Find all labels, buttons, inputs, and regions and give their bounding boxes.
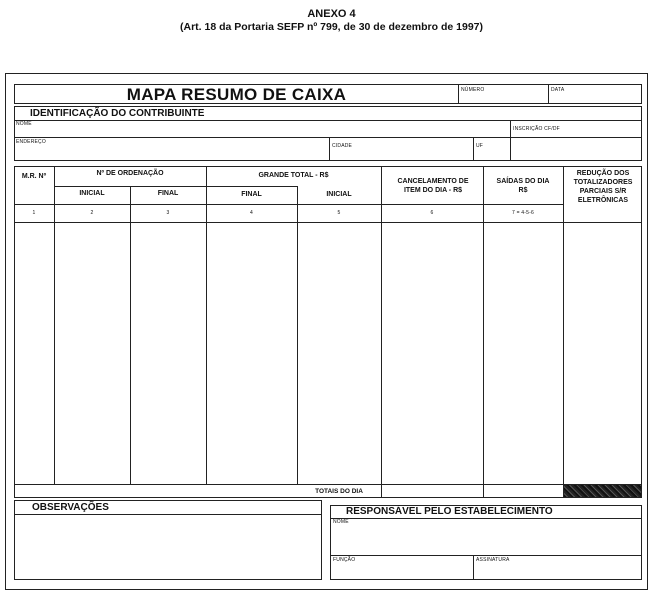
assinatura-field[interactable]: ASSINATURA <box>476 557 510 563</box>
inscricao-field[interactable]: INSCRIÇÃO CF/DF <box>513 126 560 132</box>
col-number-5: 5 <box>337 210 341 216</box>
col-number-1: 1 <box>32 210 36 216</box>
observacoes-heading: OBSERVAÇÕES <box>32 502 109 513</box>
numero-field[interactable]: NÚMERO <box>461 87 485 93</box>
col-mr-header: M.R. Nº <box>21 173 47 180</box>
cidade-field[interactable]: CIDADE <box>332 143 353 149</box>
totais-saidas-field[interactable] <box>484 485 562 497</box>
funcao-field[interactable]: FUNÇÃO <box>333 557 356 563</box>
annex-subtitle: (Art. 18 da Portaria SEFP nº 799, de 30 de dezembro de 1997) <box>179 21 483 33</box>
responsavel-nome-field[interactable]: NOME <box>333 519 349 525</box>
col-number-6: 6 <box>430 210 434 216</box>
col-ord-final-header: FINAL <box>157 190 179 197</box>
col-saidas-header: SAÍDAS DO DIA R$ <box>496 178 550 194</box>
col-gt-final-header: FINAL <box>241 191 262 198</box>
col-number-3: 3 <box>166 210 170 216</box>
col-number-4: 4 <box>250 210 253 216</box>
identificacao-heading: IDENTIFICAÇÃO DO CONTRIBUINTE <box>30 108 205 119</box>
nome-field[interactable]: NOME <box>16 121 32 127</box>
col-ord-inicial-header: INICIAL <box>79 190 105 197</box>
col-reducao-header: REDUÇÃO DOS TOTALIZADORES PARCIAIS S/R ELETRÔNICAS <box>573 170 633 204</box>
totais-reducao-shaded <box>564 485 641 497</box>
responsavel-heading: RESPONSÁVEL PELO ESTABELECIMENTO <box>346 506 553 517</box>
col-ordenacao-header: Nº DE ORDENAÇÃO <box>96 170 164 177</box>
col-cancelamento-header: CANCELAMENTO DE ITEM DO DIA - R$ <box>397 178 469 194</box>
endereco-field[interactable]: ENDEREÇO <box>16 139 46 145</box>
totais-label: TOTAIS DO DIA <box>315 488 363 495</box>
totais-cancelamento-field[interactable] <box>382 485 482 497</box>
uf-field[interactable]: UF <box>476 143 484 149</box>
data-field[interactable]: DATA <box>551 87 565 93</box>
col-number-7: 7 = 4-5-6 <box>512 210 534 216</box>
col-grande-total-header: GRANDE TOTAL - R$ <box>258 172 329 179</box>
annex-title: ANEXO 4 <box>307 8 356 20</box>
col-gt-inicial-header: INICIAL <box>326 191 352 198</box>
col-number-2: 2 <box>90 210 94 216</box>
form-title: MAPA RESUMO DE CAIXA <box>126 85 347 104</box>
